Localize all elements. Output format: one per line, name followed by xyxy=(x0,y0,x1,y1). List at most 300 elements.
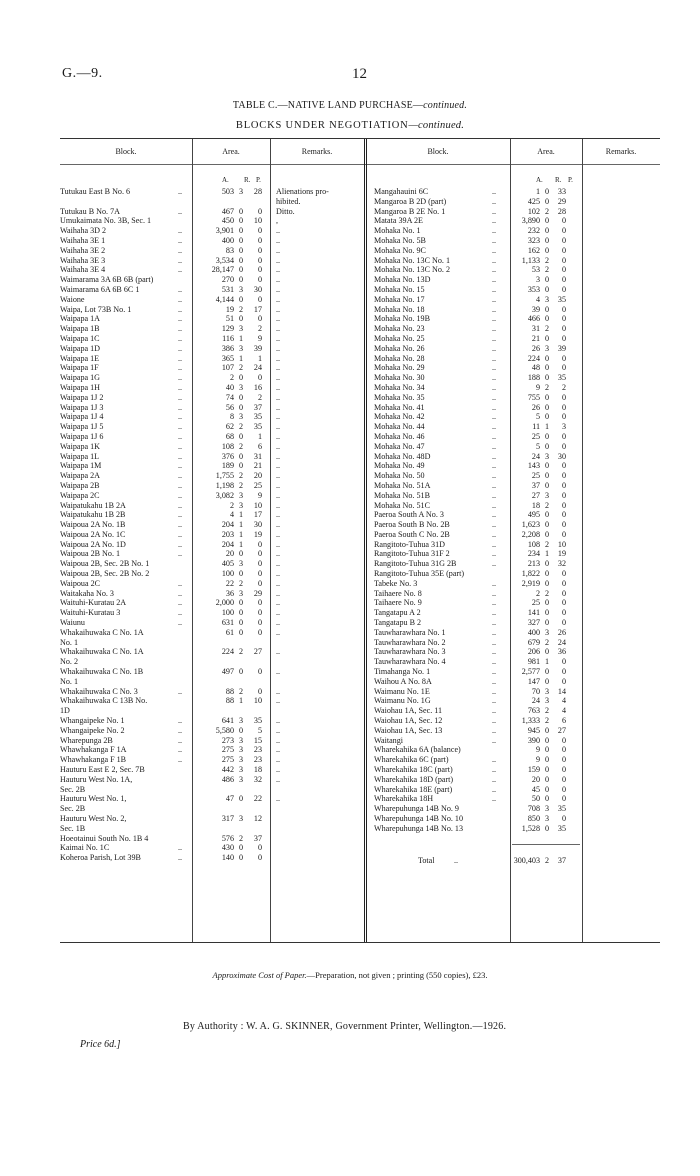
block-name: Rangitoto-Tuhua 35E (part) xyxy=(374,569,465,579)
area-acres: 62 xyxy=(225,422,234,432)
area-perches: 15 xyxy=(253,735,262,745)
area-roods: 1 xyxy=(238,529,244,539)
block-row xyxy=(60,589,364,599)
area-acres: 450 xyxy=(221,216,234,226)
area-roods: 0 xyxy=(238,549,244,559)
remarks-text: .. xyxy=(276,324,281,334)
block-row xyxy=(60,403,364,413)
area-perches: 0 xyxy=(257,686,262,696)
area-perches: 20 xyxy=(253,471,262,481)
area-perches: 4 xyxy=(561,696,566,706)
block-row xyxy=(60,207,364,217)
area-acres: 390 xyxy=(527,735,540,745)
block-row xyxy=(374,452,654,462)
block-name: Tutukau B No. 7A xyxy=(60,206,120,216)
block-name: Waipapa 1F xyxy=(60,363,99,373)
area-perches: 0 xyxy=(561,755,566,765)
block-row xyxy=(374,785,654,795)
column-header-block-right: Block. xyxy=(427,147,449,156)
block-row xyxy=(60,687,364,697)
block-row xyxy=(374,804,654,814)
column-header-block-left: Block. xyxy=(115,147,137,156)
area-roods: 3 xyxy=(544,490,550,500)
block-name: Waipapa 1J 2 xyxy=(60,392,104,402)
block-row xyxy=(60,824,364,834)
area-perches: 0 xyxy=(257,275,262,285)
remarks-text: .. xyxy=(276,235,281,245)
area-roods: 0 xyxy=(544,608,550,618)
leader-dots: .. xyxy=(492,716,497,726)
block-row xyxy=(374,736,654,746)
block-row xyxy=(60,804,364,814)
block-name: Waihaha 3E 4 xyxy=(60,265,106,275)
area-acres: 763 xyxy=(527,706,540,716)
area-perches: 29 xyxy=(557,196,566,206)
block-name: Total xyxy=(418,856,435,866)
area-roods: 2 xyxy=(238,304,244,314)
area-roods: 0 xyxy=(544,794,550,804)
column-divider xyxy=(364,139,365,942)
area-acres: 425 xyxy=(527,196,540,206)
leader-dots: .. xyxy=(492,774,497,784)
leader-dots: .. xyxy=(178,353,183,363)
block-row xyxy=(60,618,364,628)
block-name: Taihaere No. 8 xyxy=(374,588,422,598)
leader-dots: .. xyxy=(492,441,497,451)
area-roods: 2 xyxy=(544,539,550,549)
area-perches: 0 xyxy=(561,588,566,598)
leader-dots: .. xyxy=(492,735,497,745)
remarks-text: .. xyxy=(276,343,281,353)
area-acres: 2 xyxy=(535,588,540,598)
area-acres: 28,147 xyxy=(211,265,234,275)
leader-dots: .. xyxy=(492,265,497,275)
block-row xyxy=(60,295,364,305)
leader-dots: .. xyxy=(492,431,497,441)
area-acres: 141 xyxy=(527,608,540,618)
area-acres: 140 xyxy=(221,853,234,863)
area-perches: 0 xyxy=(561,510,566,520)
leader-dots: .. xyxy=(492,314,497,324)
block-row xyxy=(60,491,364,501)
area-perches: 37 xyxy=(253,833,262,843)
block-row xyxy=(374,834,654,844)
area-roods: 3 xyxy=(238,382,244,392)
area-acres: 495 xyxy=(527,510,540,520)
leader-dots: .. xyxy=(492,187,497,196)
area-acres: 3,890 xyxy=(521,216,540,226)
leader-dots: .. xyxy=(178,343,183,353)
area-acres: 18 xyxy=(531,500,540,510)
area-acres: 47 xyxy=(225,794,234,804)
area-perches: 0 xyxy=(257,627,262,637)
block-name: Whakaihuwaka C No. 1A xyxy=(60,627,144,637)
right-block-list xyxy=(374,187,654,866)
remarks-text: .. xyxy=(276,794,281,804)
block-name: Waipoua 2A No. 1C xyxy=(60,529,126,539)
area-perches: 9 xyxy=(257,333,262,343)
block-name: Rangitoto-Tuhua 31F 2 xyxy=(374,549,450,559)
block-name: Waipapa 1G xyxy=(60,373,101,383)
block-name: Mohaka No. 29 xyxy=(374,363,425,373)
remarks-text: .. xyxy=(276,431,281,441)
block-row xyxy=(60,608,364,618)
block-name: Whawhakanga F 1A xyxy=(60,745,127,755)
block-row xyxy=(374,579,654,589)
block-row xyxy=(60,383,364,393)
block-row xyxy=(374,403,654,413)
leader-dots: .. xyxy=(178,324,183,334)
area-acres: 1,755 xyxy=(215,471,234,481)
block-name: Waipoua 2B, Sec. 2B No. 1 xyxy=(60,559,150,569)
block-row xyxy=(60,530,364,540)
leader-dots: .. xyxy=(492,284,497,294)
block-name: Whakaihuwaka C No. 3 xyxy=(60,686,138,696)
area-acres: 129 xyxy=(221,324,234,334)
block-row xyxy=(374,549,654,559)
area-perches: 0 xyxy=(561,520,566,530)
remarks-text: .. xyxy=(276,304,281,314)
block-name: Waipapa 2A xyxy=(60,471,101,481)
block-name: No. 1 xyxy=(60,637,78,647)
block-name: Waipapa 1H xyxy=(60,382,101,392)
area-perches: 0 xyxy=(561,529,566,539)
area-perches: 24 xyxy=(557,637,566,647)
leader-dots: .. xyxy=(178,392,183,402)
area-perches: 27 xyxy=(253,647,262,657)
page-number: 12 xyxy=(352,66,367,82)
leader-dots: .. xyxy=(178,402,183,412)
block-name: Waipatukahu 1B 2A xyxy=(60,500,126,510)
remarks-text: .. xyxy=(276,627,281,637)
area-acres: 159 xyxy=(527,765,540,775)
leader-dots: .. xyxy=(492,510,497,520)
block-name: Waimarama 6A 6B 6C 1 xyxy=(60,284,140,294)
block-row xyxy=(60,549,364,559)
leader-dots: .. xyxy=(178,529,183,539)
area-perches: 12 xyxy=(253,814,262,823)
remarks-text: hibited. xyxy=(276,196,301,206)
leader-dots: .. xyxy=(178,441,183,451)
block-row xyxy=(60,510,364,520)
block-name: Waiohau 1A, Sec. 13 xyxy=(374,725,443,735)
area-perches: 2 xyxy=(257,392,262,402)
block-name: Waimarama 3A 6B 6B (part) xyxy=(60,275,154,285)
block-name: Mohaka No. 9C xyxy=(374,245,426,255)
area-roods: 0 xyxy=(238,314,244,324)
area-acres: 503 xyxy=(221,187,234,196)
area-acres: 755 xyxy=(527,392,540,402)
area-perches: 35 xyxy=(253,412,262,422)
block-name: Waipoua 2B No. 1 xyxy=(60,549,121,559)
leader-dots: .. xyxy=(492,343,497,353)
area-roods: 3 xyxy=(544,814,550,823)
area-acres: 11 xyxy=(532,422,540,432)
area-acres: 576 xyxy=(221,833,234,843)
block-name: Mangaroa B 2E No. 1 xyxy=(374,206,446,216)
area-roods: 1 xyxy=(238,539,244,549)
leader-dots: .. xyxy=(492,608,497,618)
block-row xyxy=(60,246,364,256)
leader-dots: .. xyxy=(178,549,183,559)
area-perches: 0 xyxy=(257,608,262,618)
block-row xyxy=(374,794,654,804)
area-acres: 88 xyxy=(225,696,234,706)
leader-dots: .. xyxy=(178,382,183,392)
block-row xyxy=(374,442,654,452)
area-perches: 0 xyxy=(561,765,566,775)
leader-dots: .. xyxy=(178,461,183,471)
leader-dots: .. xyxy=(492,235,497,245)
area-roods: 2 xyxy=(544,856,550,866)
area-roods: 3 xyxy=(238,500,244,510)
remarks-text: .. xyxy=(276,598,281,608)
leader-dots: .. xyxy=(178,314,183,324)
area-perches: 0 xyxy=(561,657,566,667)
block-row xyxy=(374,687,654,697)
area-roods: 0 xyxy=(238,294,244,304)
area-perches: 5 xyxy=(257,725,262,735)
table-title-main: TABLE C.—NATIVE LAND PURCHASE— xyxy=(232,100,424,111)
area-perches: 0 xyxy=(561,578,566,588)
area-acres: 376 xyxy=(221,451,234,461)
area-roods: 2 xyxy=(544,706,550,716)
block-name: Sec. 1B xyxy=(60,823,86,833)
area-roods: 0 xyxy=(544,745,550,755)
area-perches: 0 xyxy=(561,774,566,784)
area-acres: 386 xyxy=(221,343,234,353)
block-row xyxy=(60,432,364,442)
area-acres: 353 xyxy=(527,284,540,294)
block-name: Tutukau East B No. 6 xyxy=(60,187,131,196)
block-row xyxy=(374,334,654,344)
block-name: Waipapa 2C xyxy=(60,490,100,500)
remarks-text: .. xyxy=(276,226,281,236)
area-acres: 162 xyxy=(527,245,540,255)
remarks-text: .. xyxy=(276,686,281,696)
area-perches: 0 xyxy=(257,578,262,588)
area-perches: 0 xyxy=(257,314,262,324)
block-name: Whangaipeke No. 1 xyxy=(60,716,125,726)
area-perches: 32 xyxy=(557,559,566,569)
leader-dots: .. xyxy=(178,755,183,765)
block-name: Wharekahika 18E (part) xyxy=(374,784,453,794)
area-roods: 3 xyxy=(544,343,550,353)
leader-dots: .. xyxy=(178,480,183,490)
block-row xyxy=(374,471,654,481)
block-row xyxy=(60,726,364,736)
area-roods: 0 xyxy=(238,245,244,255)
block-row xyxy=(374,314,654,324)
remarks-text: .. xyxy=(276,774,281,784)
area-roods: 3 xyxy=(544,627,550,637)
area-acres: 36 xyxy=(225,588,234,598)
block-name: Hauturu West No. 2, xyxy=(60,814,127,823)
area-perches: 0 xyxy=(561,569,566,579)
leader-dots: .. xyxy=(492,333,497,343)
area-perches: 35 xyxy=(253,422,262,432)
area-roods: 0 xyxy=(238,216,244,226)
block-row xyxy=(60,344,364,354)
column-header-remarks-right: Remarks. xyxy=(605,147,637,156)
block-name: No. 2 xyxy=(60,657,78,667)
leader-dots: .. xyxy=(492,373,497,383)
table-subtitle-continued: —continued. xyxy=(408,120,465,131)
leader-dots: .. xyxy=(492,363,497,373)
area-roods: 0 xyxy=(544,529,550,539)
area-acres: 1,623 xyxy=(521,520,540,530)
area-acres: 3,534 xyxy=(215,255,234,265)
area-roods: 2 xyxy=(544,500,550,510)
unit-roods-right: R. xyxy=(555,176,562,184)
area-acres: 25 xyxy=(531,471,540,481)
remarks-text: .. xyxy=(276,451,281,461)
area-acres: 945 xyxy=(527,725,540,735)
unit-perches-right: P. xyxy=(568,176,573,184)
area-acres: 2,208 xyxy=(521,529,540,539)
area-acres: 1,133 xyxy=(521,255,540,265)
area-acres: 2 xyxy=(229,500,234,510)
area-acres: 5,580 xyxy=(215,725,234,735)
area-perches: 0 xyxy=(561,676,566,686)
area-roods: 0 xyxy=(544,480,550,490)
area-acres: 26 xyxy=(531,343,540,353)
block-name: 1D xyxy=(60,706,70,716)
block-row xyxy=(374,706,654,716)
block-name: Waipapa 1M xyxy=(60,461,102,471)
area-roods: 3 xyxy=(238,765,244,775)
area-acres: 327 xyxy=(527,618,540,628)
area-perches: 36 xyxy=(557,647,566,657)
remarks-text: .. xyxy=(276,382,281,392)
leader-dots: .. xyxy=(178,588,183,598)
block-name: Wharepunga 2B xyxy=(60,735,113,745)
block-name: Kaimai No. 1C xyxy=(60,843,110,853)
block-row xyxy=(374,324,654,334)
block-row xyxy=(60,745,364,755)
area-perches: 0 xyxy=(561,402,566,412)
area-roods: 3 xyxy=(238,814,244,823)
block-row xyxy=(374,412,654,422)
area-roods: 2 xyxy=(238,471,244,481)
area-perches: 0 xyxy=(561,333,566,343)
block-name: Whakaihuwaka C No. 1B xyxy=(60,667,144,677)
area-roods: 2 xyxy=(238,363,244,373)
block-row xyxy=(374,647,654,657)
area-perches: 29 xyxy=(253,588,262,598)
area-acres: 679 xyxy=(527,637,540,647)
area-acres: 116 xyxy=(222,333,234,343)
area-roods: 2 xyxy=(238,578,244,588)
area-perches: 0 xyxy=(561,735,566,745)
area-roods: 0 xyxy=(544,275,550,285)
block-row xyxy=(60,559,364,569)
table-top-rule xyxy=(60,138,660,139)
block-row xyxy=(374,275,654,285)
block-name: Waipoua 2C xyxy=(60,578,101,588)
remarks-text: .. xyxy=(276,618,281,628)
block-row xyxy=(60,373,364,383)
block-row xyxy=(60,706,364,716)
leader-dots: .. xyxy=(492,304,497,314)
area-perches: 0 xyxy=(257,255,262,265)
area-roods: 0 xyxy=(238,461,244,471)
block-row xyxy=(374,246,654,256)
area-perches: 0 xyxy=(257,569,262,579)
area-acres: 275 xyxy=(221,745,234,755)
leader-dots: .. xyxy=(178,363,183,373)
area-perches: 6 xyxy=(257,441,262,451)
block-row xyxy=(60,461,364,471)
area-roods: 0 xyxy=(544,618,550,628)
area-perches: 3 xyxy=(561,422,566,432)
block-name: Waituhi-Kuratau 3 xyxy=(60,608,121,618)
area-acres: 641 xyxy=(221,716,234,726)
area-perches: 0 xyxy=(561,471,566,481)
area-acres: 48 xyxy=(531,363,540,373)
block-name: Timahanga No. 1 xyxy=(374,667,431,677)
block-name: Tangatapu B 2 xyxy=(374,618,422,628)
block-name: Mohaka No. 17 xyxy=(374,294,425,304)
block-row xyxy=(60,256,364,266)
area-perches: 35 xyxy=(557,804,566,814)
block-name: Waiohau 1A, Sec. 11 xyxy=(374,706,443,716)
leader-dots: .. xyxy=(492,451,497,461)
block-row xyxy=(60,275,364,285)
block-name: Mohaka No. 34 xyxy=(374,382,425,392)
area-acres: 850 xyxy=(527,814,540,823)
leader-dots: .. xyxy=(178,686,183,696)
area-roods: 0 xyxy=(238,725,244,735)
block-name: Wharekahika 18D (part) xyxy=(374,774,454,784)
leader-dots: .. xyxy=(492,549,497,559)
area-perches: 0 xyxy=(561,431,566,441)
block-name: Hauturu West No. 1A, xyxy=(60,774,133,784)
leader-dots: .. xyxy=(178,618,183,628)
block-name: Waihaha 3D 2 xyxy=(60,226,107,236)
area-acres: 213 xyxy=(527,559,540,569)
remarks-text: .. xyxy=(276,500,281,510)
area-perches: 10 xyxy=(253,696,262,706)
area-perches: 16 xyxy=(253,382,262,392)
block-row xyxy=(60,363,364,373)
block-name: Waipoua 2A No. 1D xyxy=(60,539,126,549)
block-row xyxy=(374,363,654,373)
remarks-text: .. xyxy=(276,480,281,490)
block-name: Waituhi-Kuratau 2A xyxy=(60,598,127,608)
block-name: Waipoua 2B, Sec. 2B No. 2 xyxy=(60,569,150,579)
block-name: Waipapa 1J 3 xyxy=(60,402,104,412)
leader-dots: .. xyxy=(178,373,183,383)
area-perches: 0 xyxy=(257,549,262,559)
block-name: Mohaka No. 25 xyxy=(374,333,425,343)
block-row xyxy=(60,305,364,315)
block-row xyxy=(374,540,654,550)
block-name: Waipapa 1B xyxy=(60,324,100,334)
block-row xyxy=(60,647,364,657)
area-acres: 88 xyxy=(225,686,234,696)
leader-dots: .. xyxy=(178,725,183,735)
area-roods: 3 xyxy=(238,412,244,422)
block-name: Mohaka No. 30 xyxy=(374,373,425,383)
block-name: Mohaka No. 41 xyxy=(374,402,425,412)
area-perches: 0 xyxy=(257,294,262,304)
block-row xyxy=(60,452,364,462)
leader-dots: .. xyxy=(492,637,497,647)
area-acres: 224 xyxy=(527,353,540,363)
block-row xyxy=(374,628,654,638)
area-roods: 3 xyxy=(238,735,244,745)
